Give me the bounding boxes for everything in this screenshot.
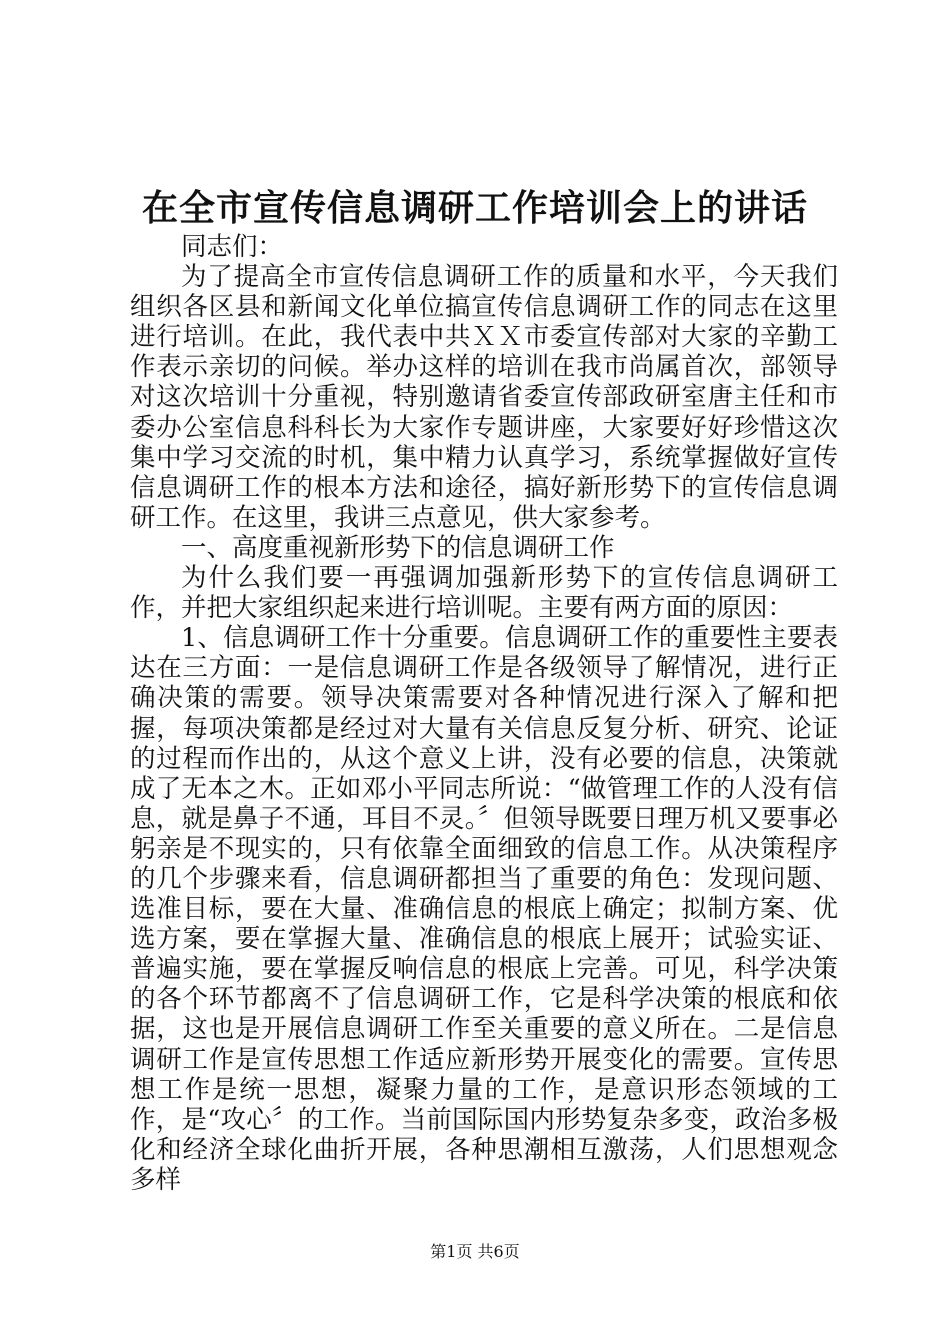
section-heading-1: 一、高度重视新形势下的信息调研工作 — [181, 532, 615, 563]
document-title: 在全市宣传信息调研工作培训会上的讲话 — [141, 187, 808, 229]
page-footer: 第1页 共6页 — [430, 1242, 520, 1261]
paragraph-salutation: 同志们： — [181, 232, 284, 262]
document-body — [130, 232, 838, 1195]
paragraph-reason-intro: 为什么我们要一再强调加强新形势下的宣传信息调研工作，并把大家组织起来进行培训呢。主要有两方面的原因： — [130, 563, 838, 624]
paragraph-point-1: 1、信息调研工作十分重要。信息调研工作的重要性主要表达在三方面：一是信息调研工作是各级领导了解情况，进行正确决策的需要。领导决策需要对各种情况进行深入了解和把握，每项决策都是经过对大量有关信息反复分析、研究、论证的过程而作出的，从这个意义上讲，没有必要的信息，决策就成了无本之木。正如邓小平同志所说：“做管理工作的人没有信息，就是鼻子不通，耳目不灵。〞但领导既要日理万机又要事必躬亲是不现实的，只有依靠全面细致的信息工作。从决策程序的几个步骤来看，信息调研都担当了重要的角色：发现问题、选准目标，要在大量、准确信息的根底上确定；拟制方案、优选方案，要在掌握大量、准确信息的根底上展开；试验实证、普遍实施，要在掌握反响信息的根底上完善。可见，科学决策的各个环节都离不了信息调研工作，它是科学决策的根底和依据，这也是开展信息调研工作至关重要的意义所在。二是信息调研工作是宣传思想工作适应新形势开展变化的需要。宣传思想工作是统一思想，凝聚力量的工作，是意识形态领域的工作，是“攻心〞的工作。当前国际国内形势复杂多变，政治多极化和经济全球化曲折开展，各种思潮相互激荡，人们思想观念多样 — [130, 623, 838, 1195]
paragraph-intro: 为了提高全市宣传信息调研工作的质量和水平，今天我们组织各区县和新闻文化单位搞宣传信息调研工作的同志在这里进行培训。在此，我代表中共ＸＸ市委宣传部对大家的辛勤工作表示亲切的问候。举办这样的培训在我市尚属首次，部领导对这次培训十分重视，特别邀请省委宣传部政研室唐主任和市委办公室信息科科长为大家作专题讲座，大家要好好珍惜这次集中学习交流的时机，集中精力认真学习，系统掌握做好宣传信息调研工作的根本方法和途径，搞好新形势下的宣传信息调研工作。在这里，我讲三点意见，供大家参考。 — [130, 262, 838, 533]
